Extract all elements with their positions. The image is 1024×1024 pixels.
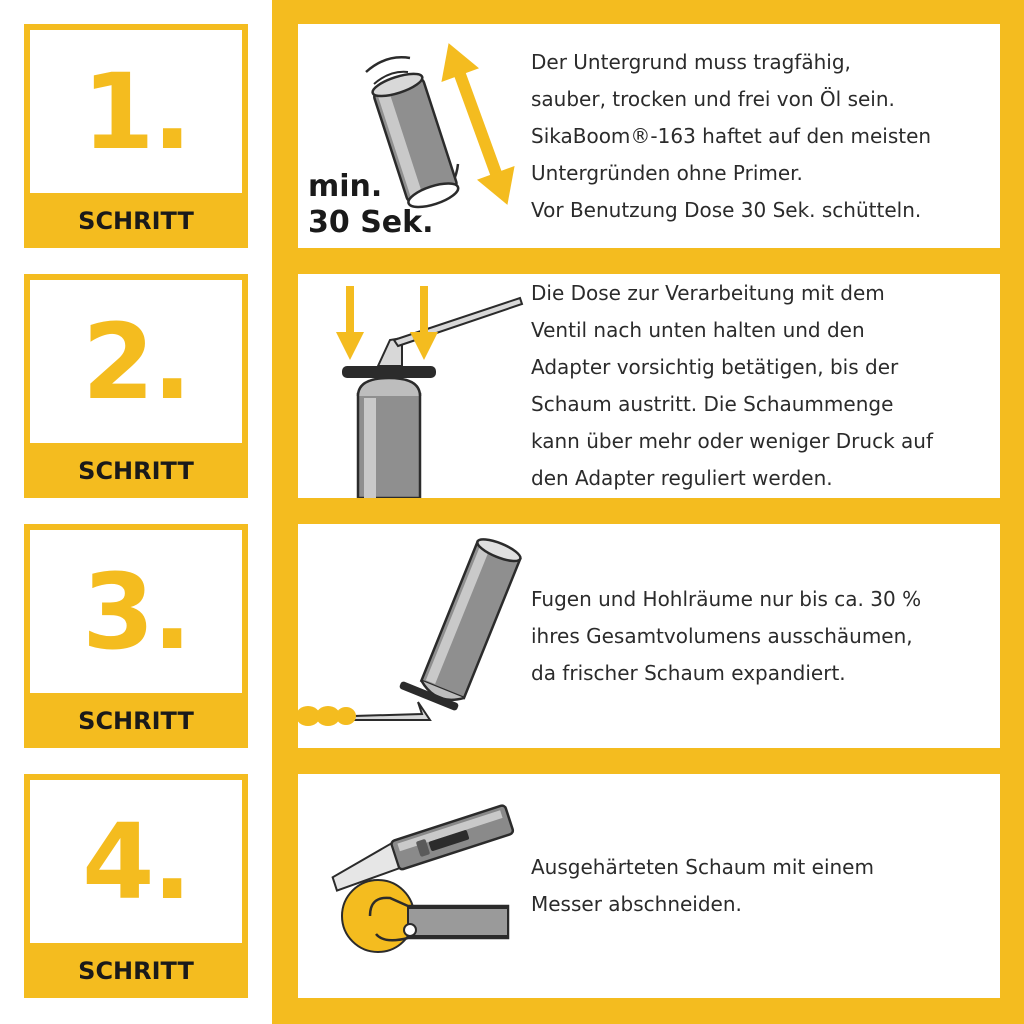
shake-caption-line1: min.: [308, 169, 383, 204]
step-1-text-area: [531, 24, 986, 248]
can-shoulder: [358, 378, 420, 396]
step-3-badge: [24, 524, 248, 748]
step-3-text: Fugen und Hohlräume nur bis ca. 30 % ihres Gesamtvolumens ausschäumen, da frischer Schaum expandiert.: [531, 586, 922, 685]
step-1-illustration: [298, 24, 528, 248]
press-arrow-left: [346, 286, 354, 338]
shaking-can-icon: [298, 24, 528, 248]
dispense-foam-icon: [298, 524, 528, 748]
step-4-illustration: [298, 774, 528, 998]
workpiece: [408, 908, 508, 936]
adapter-tube: [394, 298, 522, 346]
foam-blob: [342, 880, 414, 952]
cutter-knife-icon: [298, 774, 528, 998]
tilted-can: [418, 535, 523, 706]
step-4-number: 4.: [82, 800, 190, 923]
step-2-text: Die Dose zur Verarbeitung mit dem Ventil nach unten halten und den Adapter vorsichtig betätigen, bis der Schaum austritt. Die Schaummenge kann über mehr oder weniger Druck auf den Adapter reguliert werden.: [531, 281, 933, 490]
step-2-badge: [24, 274, 248, 498]
adapter-tube: [354, 702, 430, 720]
step-1-number-area: [30, 30, 242, 193]
step-1-panel: [298, 24, 1000, 248]
step-4-number-area: [30, 780, 242, 943]
press-arrow-right-head: [410, 332, 438, 360]
press-adapter-icon: [298, 274, 528, 498]
step-1-text: Der Untergrund muss tragfähig, sauber, trocken und frei von Öl sein. SikaBoom®-163 haftet auf den meisten Untergründen ohne Primer. Vor Benutzung Dose 30 Sek. schütteln.: [531, 49, 932, 222]
press-arrow-right: [420, 286, 428, 338]
step-3-illustration: [298, 524, 528, 748]
step-3-label: SCHRITT: [78, 706, 194, 735]
step-2-text-area: [531, 274, 986, 498]
step-1-number: 1.: [82, 50, 190, 173]
step-2-number-area: [30, 280, 242, 443]
step-2-panel: [298, 274, 1000, 498]
adapter-ring: [342, 366, 436, 378]
utility-knife: [328, 805, 514, 891]
step-4-panel: [298, 774, 1000, 998]
step-1-badge: [24, 24, 248, 248]
step-3-number-area: [30, 530, 242, 693]
step-3-panel: [298, 524, 1000, 748]
spray-can: [370, 69, 461, 212]
press-arrow-left-head: [336, 332, 364, 360]
step-4-badge: [24, 774, 248, 998]
step-3-text-area: [531, 524, 986, 748]
step-4-text-area: [531, 774, 986, 998]
step-2-illustration: [298, 274, 528, 498]
can-highlight: [364, 398, 376, 498]
step-1-label: SCHRITT: [78, 206, 194, 235]
motion-line: [366, 57, 410, 72]
step-4-text: Ausgehärteten Schaum mit einem Messer abschneiden.: [531, 855, 874, 916]
step-2-number: 2.: [82, 300, 190, 423]
shake-caption-line2: 30 Sek.: [308, 205, 434, 240]
foam-cut-point: [404, 924, 416, 936]
step-2-label: SCHRITT: [78, 456, 194, 485]
step-3-number: 3.: [82, 550, 190, 673]
step-4-label: SCHRITT: [78, 956, 194, 985]
foam-bead: [336, 707, 356, 725]
